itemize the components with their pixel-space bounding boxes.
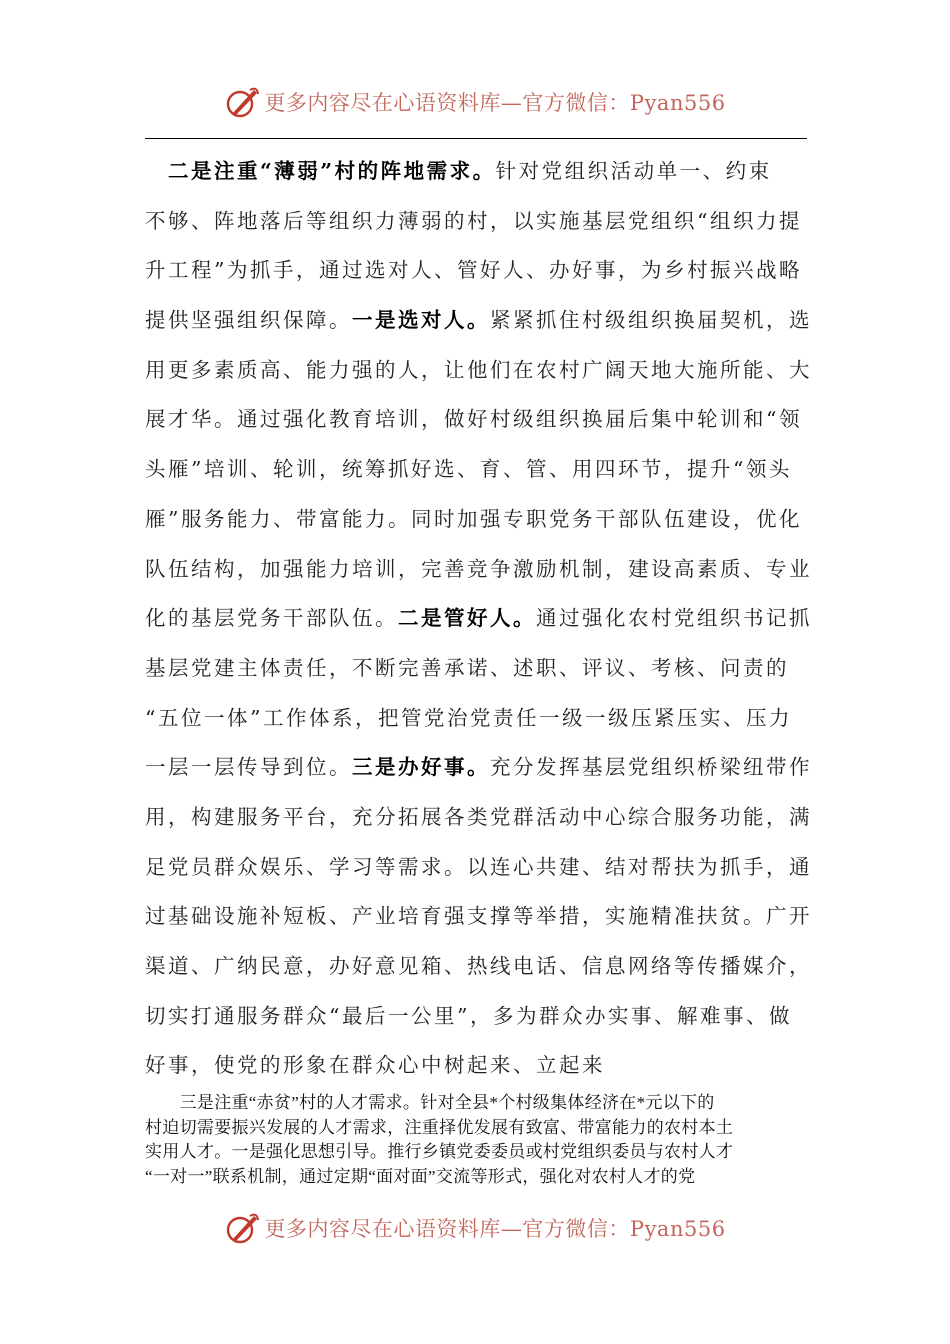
watermark-text: 更多内容尽在心语资料库—官方微信：Pyan556	[264, 91, 726, 115]
text-segment: “五位一体”工作体系，把管党治党责任一级一级压紧压实、压力	[145, 705, 792, 730]
text-line	[145, 545, 812, 595]
text-segment: 用更多素质高、能力强的人，让他们在农村广阔天地大施所能、大	[145, 357, 812, 382]
text-segment: 通过强化农村党组织书记抓	[536, 606, 812, 631]
text-segment: 紧紧抓住村级组织换届契机，选	[490, 308, 812, 333]
text-line	[145, 395, 802, 445]
text-segment: 提供坚强组织保障。	[145, 308, 352, 333]
watermark-text: 更多内容尽在心语资料库—官方微信：Pyan556	[264, 1217, 726, 1241]
text-line: “一对一”联系机制，通过定期“面对面”交流等形式，强化对农村人才的党	[145, 1166, 696, 1186]
footer-watermark	[0, 1208, 950, 1248]
text-segment: 升工程”为抓手，通过选对人、管好人、办好事，为乡村振兴战略	[145, 258, 802, 283]
text-segment: 头雁”培训、轮训，统筹抓好选、育、管、用四环节，提升“领头	[145, 457, 792, 482]
text-line	[145, 793, 812, 843]
text-line	[145, 594, 812, 644]
text-segment: 好事，使党的形象在群众心中树起来、立起来	[145, 1053, 605, 1078]
text-segment: 足党员群众娱乐、学习等需求。以连心共建、结对帮扶为抓手，通	[145, 854, 812, 879]
text-line	[145, 495, 802, 545]
text-line	[145, 992, 795, 1042]
bold-heading-segment: 一是选对人。	[352, 308, 490, 333]
header-rule	[145, 138, 807, 139]
text-segment: 展才华。通过强化教育培训，做好村级组织换届后集中轮训和“领	[145, 407, 802, 432]
text-segment: 雁”服务能力、带富能力。同时加强专职党务干部队伍建设，优化	[145, 506, 802, 531]
text-line	[145, 1041, 795, 1091]
main-paragraph	[145, 147, 812, 1091]
text-segment: 充分发挥基层党组织桥梁纽带作	[490, 755, 812, 780]
bold-heading-segment: 二是注重“薄弱”村的阵地需求。	[145, 159, 496, 183]
text-segment: 不够、阵地落后等组织力薄弱的村，以实施基层党组织“组织力提	[145, 208, 802, 233]
text-line	[145, 942, 812, 992]
text-segment: 切实打通服务群众“最后一公里”，多为群众办实事、解难事、做	[145, 1003, 792, 1028]
text-segment: 用，构建服务平台，充分拓展各类党群活动中心综合服务功能，满	[145, 804, 812, 829]
text-segment: 化的基层党务干部队伍。	[145, 606, 398, 631]
bold-heading-segment: 三是办好事。	[352, 755, 490, 780]
bold-heading-segment: 二是管好人。	[398, 606, 536, 631]
text-line	[145, 246, 802, 296]
text-segment: 一层一层传导到位。	[145, 755, 352, 780]
header-watermark	[0, 82, 950, 122]
text-line	[145, 147, 795, 197]
text-segment: 基层党建主体责任，不断完善承诺、述职、评议、考核、问责的	[145, 655, 789, 680]
quill-pen-logo-icon	[224, 84, 260, 120]
quill-pen-logo-icon	[224, 1210, 260, 1246]
text-line: 三是注重“赤贫”村的人才需求。针对全县*个村级集体经济在*元以下的	[145, 1093, 715, 1112]
text-line: 实用人才。一是强化思想引导。推行乡镇党委委员或村党组织委员与农村人才	[145, 1142, 734, 1161]
text-line	[145, 346, 812, 396]
text-segment: 针对党组织活动单一、约束	[495, 159, 772, 183]
text-line	[145, 694, 795, 744]
text-line	[145, 296, 812, 346]
text-line	[145, 743, 812, 793]
text-line	[145, 843, 812, 893]
text-line	[145, 445, 795, 495]
text-line	[145, 892, 812, 942]
text-segment: 过基础设施补短板、产业培育强支撑等举措，实施精准扶贫。广开	[145, 904, 812, 929]
text-line	[145, 197, 802, 247]
text-line	[145, 644, 795, 694]
text-segment: 渠道、广纳民意，办好意见箱、热线电话、信息网络等传播媒介，	[145, 954, 812, 978]
text-line: 村迫切需要振兴发展的人才需求，注重择优发展有致富、带富能力的农村本土	[145, 1117, 734, 1137]
text-segment: 队伍结构，加强能力培训，完善竞争激励机制，建设高素质、专业	[145, 556, 812, 581]
second-paragraph	[145, 1091, 797, 1189]
